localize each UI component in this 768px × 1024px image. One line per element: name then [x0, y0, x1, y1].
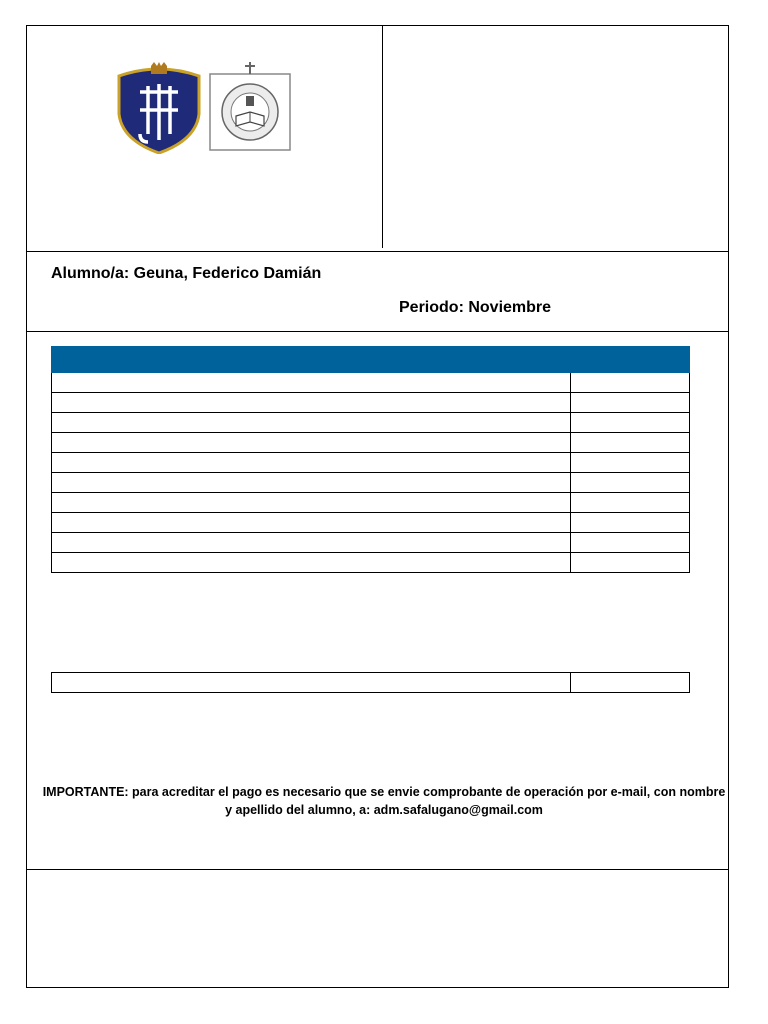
table-cell [52, 533, 571, 553]
table-cell [52, 393, 571, 413]
table-cell [52, 473, 571, 493]
total-label-cell [52, 673, 571, 693]
table-cell [52, 373, 571, 393]
table-cell [52, 493, 571, 513]
table-row [52, 553, 690, 573]
table-cell [571, 393, 690, 413]
table-row [52, 433, 690, 453]
table-cell [52, 453, 571, 473]
header-divider-vertical [382, 25, 383, 248]
student-section-divider [26, 331, 729, 332]
table-row [52, 453, 690, 473]
total-table [51, 672, 690, 693]
total-row [52, 673, 690, 693]
table-row [52, 473, 690, 493]
table-cell [571, 493, 690, 513]
school-crest-logo [116, 62, 202, 154]
table-cell [52, 513, 571, 533]
table-cell [52, 433, 571, 453]
table-row [52, 393, 690, 413]
table-cell [571, 413, 690, 433]
table-cell [571, 533, 690, 553]
table-cell [571, 453, 690, 473]
charges-table [51, 346, 690, 573]
table-row [52, 533, 690, 553]
table-cell [571, 513, 690, 533]
table-header-concept [52, 347, 571, 373]
table-row [52, 493, 690, 513]
table-header-amount [571, 347, 690, 373]
header-divider [26, 251, 729, 252]
table-cell [571, 433, 690, 453]
table-row [52, 413, 690, 433]
table-cell [571, 473, 690, 493]
total-amount-cell [571, 673, 690, 693]
table-cell [52, 413, 571, 433]
footer-divider [26, 869, 729, 870]
table-row [52, 373, 690, 393]
payment-notice: IMPORTANTE: para acreditar el pago es necesario que se envie comprobante de operación por e-mail, con nombre y apellido del alumno, a: adm.safalugano@gmail.com [42, 785, 726, 817]
table-cell [571, 373, 690, 393]
congregation-seal-logo [208, 62, 292, 152]
table-cell [52, 553, 571, 573]
table-row [52, 513, 690, 533]
billing-period: Periodo: Noviembre [399, 299, 552, 316]
table-header-row [52, 347, 690, 373]
table-cell [571, 553, 690, 573]
student-name: Alumno/a: Geuna, Federico Damián [51, 265, 322, 282]
